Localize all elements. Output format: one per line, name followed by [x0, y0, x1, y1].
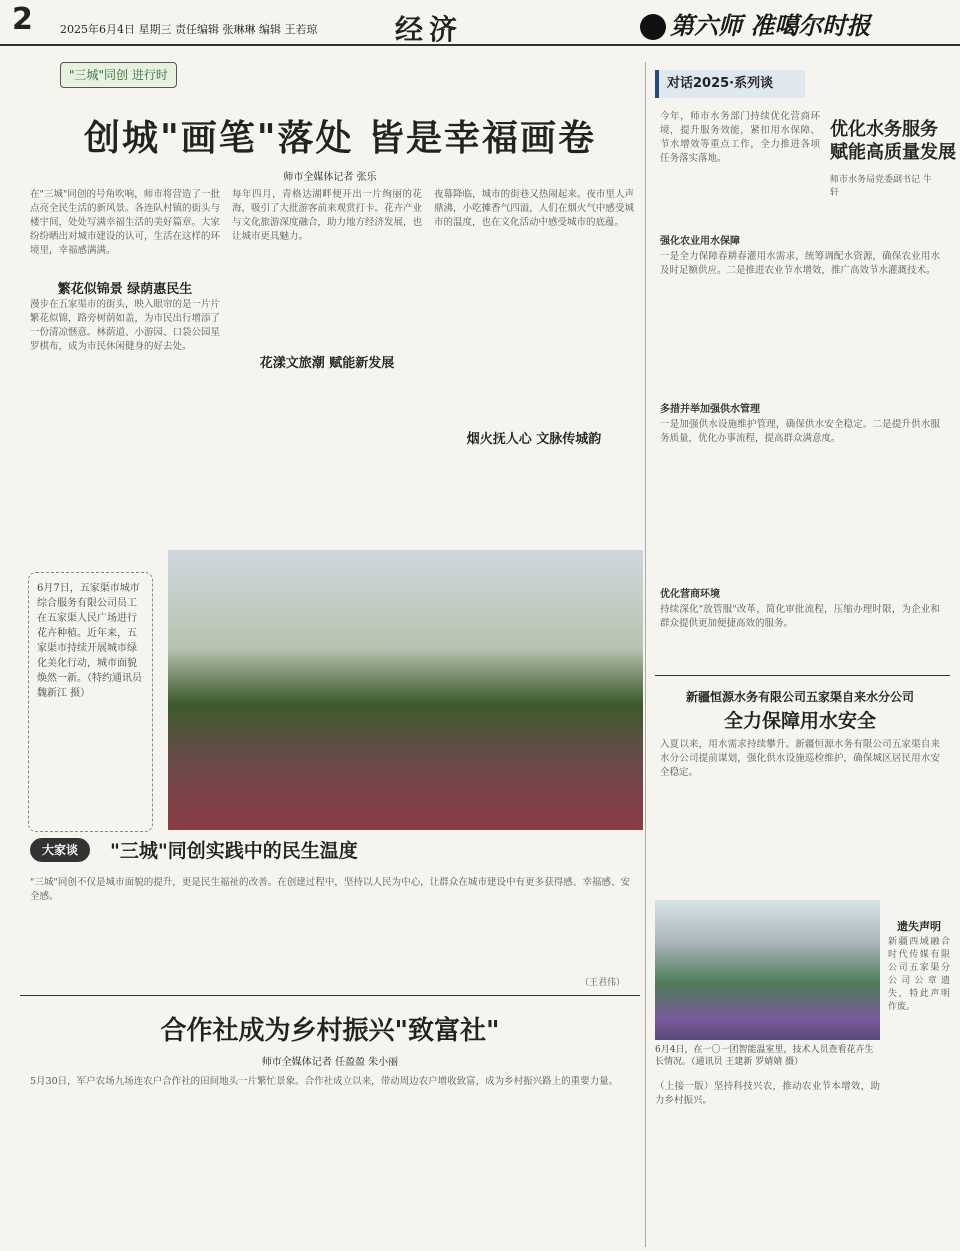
greenhouse-caption: 6月4日，在一〇一团智能温室里，技术人员查看花卉生长情况。（通讯员 王建新 罗婧婧 摄） [655, 1045, 874, 1067]
divider [20, 995, 640, 996]
water-kicker: 新疆恒源水务有限公司五家渠自来水分公司 [685, 690, 914, 704]
notice-body: 新疆西域融合时代传媒有限公司五家渠分公司公章遗失，特此声明作废。 [888, 937, 950, 1012]
right-subhead-1: 强化农业用水保障 [660, 236, 740, 247]
notice-title: 遗失声明 [897, 920, 941, 933]
section-title: 经济 [395, 13, 464, 46]
bottom-byline: 师市全媒体记者 任盈盈 朱小丽 [261, 1057, 399, 1068]
flower-planting-photo [168, 550, 643, 830]
opinion-body: "三城"同创不仅是城市面貌的提升，更是民生福祉的改善。在创建过程中，坚持以人民为中心，让群众在城市建设中有更多获得感、幸福感、安全感。 [30, 877, 630, 902]
newspaper-logo [640, 6, 950, 40]
date-line: 2025年6月4日 星期三 责任编辑 张琳琳 编辑 王若琼 [60, 23, 318, 36]
lead-subhead-2: 花漾文旅潮 赋能新发展 [259, 356, 395, 371]
page-header [0, 0, 960, 46]
lead-paragraph-3b [232, 372, 422, 522]
lead-paragraph-2: 漫步在五家渠市的街头，映入眼帘的是一片片繁花似锦，路旁树荫如盖，为市民出行增添了一份清凉惬意。林荫道、小游园、口袋公园星罗棋布，成为市民休闲健身的好去处。 [30, 299, 220, 352]
bottom-headline: 合作社成为乡村振兴"致富社" [160, 1016, 500, 1046]
opinion-headline: "三城"同创实践中的民生温度 [110, 840, 358, 862]
right-subhead-3: 优化营商环境 [660, 589, 720, 600]
lead-paragraph-1: 在"三城"同创的号角吹响，师市将营造了一批点亮全民生活的新风景。各连队村镇的街头与楼宇间，处处写满幸福生活的美好篇章。大家纷纷晒出对城市建设的认可，生活在这样的环境里，幸福感满满。 [30, 189, 220, 256]
bottom-body: 5月30日，军户农场九场连农户合作社的田间地头一片繁忙景象。合作社成立以来，带动周边农户增收致富，成为乡村振兴路上的重要力量。 [30, 1076, 619, 1087]
logo-text: 第六师 准噶尔时报 [670, 12, 871, 40]
lead-paragraph-3: 每年四月，青格达湖畔便开出一片绚丽的花海，吸引了大批游客前来观赏打卡。花卉产业与文化旅游深度融合，助力地方经济发展，也让城市更具魅力。 [232, 189, 422, 242]
photo-caption-box [28, 572, 153, 832]
right-paragraph-1: 一是全力保障春耕春灌用水需求，统筹调配水资源，确保农业用水及时足额供应。二是推进农业节水增效，推广高效节水灌溉技术。 [660, 251, 940, 276]
column-divider [645, 62, 646, 1247]
right-title-line-1: 优化水务服务 [830, 119, 938, 140]
column-tag: "三城"同创 进行时 [60, 62, 177, 88]
page-number: 2 [12, 2, 33, 37]
right-divider [655, 675, 950, 676]
photo-caption: 6月7日，五家渠市城市综合服务有限公司员工在五家渠人民广场进行花卉种植。近年来，五家渠市持续开展城市绿化美化行动，城市面貌焕然一新。（特约通讯员 魏新江 摄） [37, 583, 142, 699]
greenhouse-photo [655, 900, 880, 1040]
right-paragraph-3: 持续深化"放管服"改革，简化审批流程，压缩办理时限，为企业和群众提供更加便捷高效的服务。 [660, 604, 940, 629]
right-byline: 师市水务局党委副书记 牛轩 [830, 175, 932, 198]
water-headline: 全力保障用水安全 [723, 710, 876, 732]
logo-mark-icon [640, 14, 666, 40]
series-label: 对话2025·系列谈 [655, 70, 805, 98]
right-title-line-2: 赋能高质量发展 [830, 142, 956, 163]
lead-subhead-1: 繁花似锦景 绿荫惠民生 [57, 282, 193, 297]
right-paragraph-2: 一是加强供水设施维护管理，确保供水安全稳定。二是提升供水服务质量，优化办事流程，提高群众满意度。 [660, 419, 940, 444]
water-body: 入夏以来，用水需求持续攀升。新疆恒源水务有限公司五家渠自来水分公司提前谋划，强化供水设施巡检维护，确保城区居民用水安全稳定。 [660, 739, 940, 778]
right-title [830, 118, 956, 164]
lead-paragraph-4: 夜幕降临，城市的街巷又热闹起来。夜市里人声鼎沸，小吃摊香气四溢，人们在烟火气中感受城市的温度，也在文化活动中感受城市的底蕴。 [434, 189, 634, 228]
lead-byline: 师市全媒体记者 张乐 [283, 172, 377, 183]
opinion-tag: 大家谈 [30, 838, 90, 862]
lead-subhead-3: 烟火抚人心 文脉传城韵 [466, 432, 602, 447]
farm-column: （上接一版）坚持科技兴农，推动农业节本增效，助力乡村振兴。 [655, 1081, 880, 1106]
lead-headline: 创城"画笔"落处 皆是幸福画卷 [83, 117, 597, 159]
right-subhead-2: 多措并举加强供水管理 [660, 404, 760, 415]
right-intro: 今年，师市水务部门持续优化营商环境，提升服务效能，紧扣用水保障、节水增效等重点工作，全力推进各项任务落实落地。 [660, 111, 820, 164]
opinion-author: （王君伟） [580, 978, 626, 988]
